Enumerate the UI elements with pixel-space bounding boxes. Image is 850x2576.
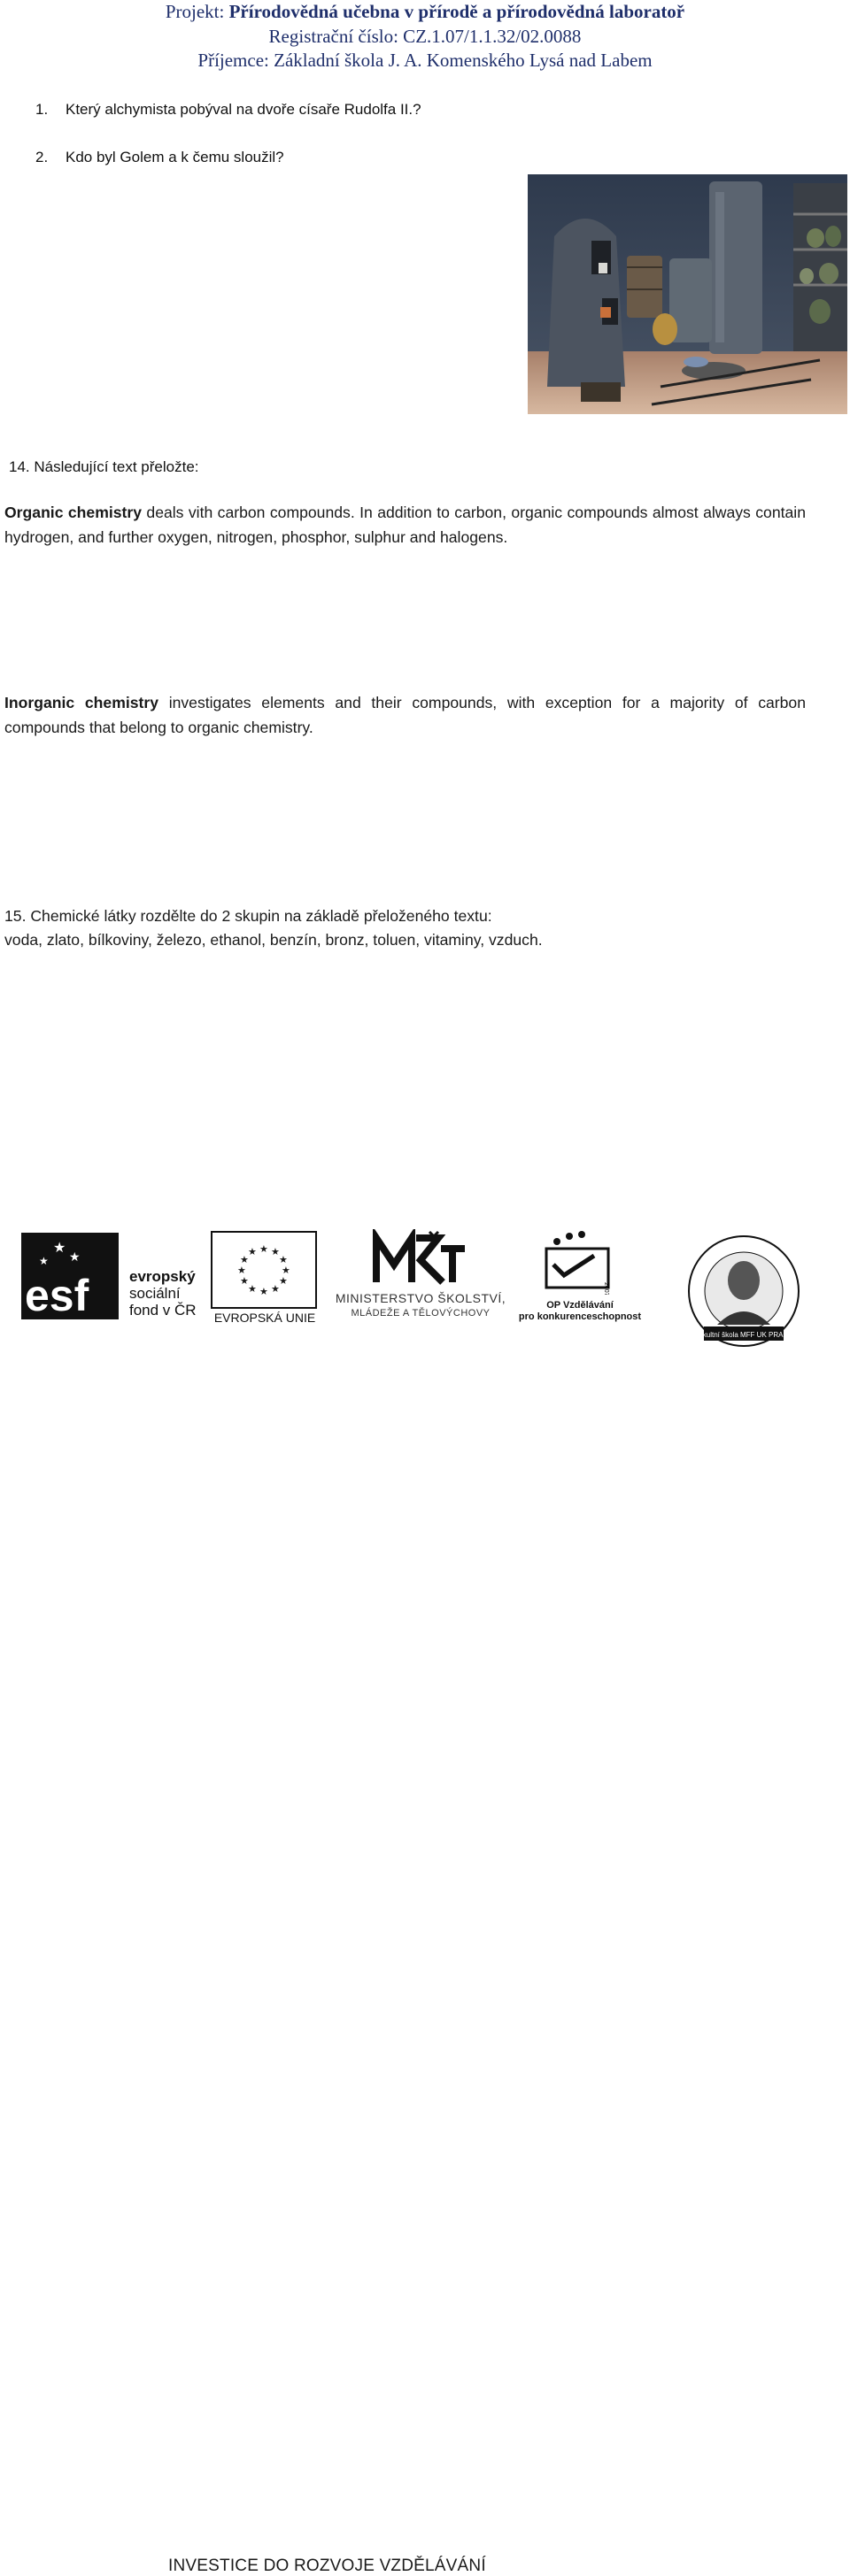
svg-text:★: ★ [248, 1283, 257, 1295]
op-mark-icon [518, 1229, 642, 1295]
project-name: Přírodovědná učebna v přírodě a přírodovědná laboratoř [228, 1, 685, 22]
task-15-title: 15. Chemické látky rozdělte do 2 skupin na základě přeloženého textu: [4, 907, 492, 925]
esf-logo [19, 1231, 205, 1328]
alchemy-lab-photo [528, 174, 847, 414]
op-label: OP Vzdělávání pro konkurenceschopnost [518, 1300, 642, 1322]
esf-mark-icon [19, 1231, 126, 1323]
inorganic-term: Inorganic chemistry [4, 694, 158, 711]
eu-flag-icon [211, 1231, 317, 1309]
op-logo [518, 1229, 642, 1328]
registration-line: Registrační číslo: CZ.1.07/1.1.32/02.0088 [268, 25, 582, 47]
msmt-logo [328, 1229, 514, 1328]
msmt-mark-icon [328, 1229, 514, 1291]
task-15-items: voda, zlato, bílkoviny, železo, ethanol, benzín, bronz, toluen, vitaminy, vzduch. [4, 931, 543, 949]
organic-paragraph: Organic chemistry deals vith carbon compounds. In addition to carbon, organic compounds almost always contain hydrogen, and further oxygen, nitrogen, phosphor, sulphur and halogens. [4, 504, 806, 546]
svg-text:esf: esf [25, 1271, 89, 1320]
recipient-line: Příjemce: Základní škola J. A. Komenského Lysá nad Labem [197, 50, 653, 71]
svg-text:★: ★ [240, 1275, 249, 1287]
svg-text:★: ★ [240, 1254, 249, 1265]
svg-text:★: ★ [259, 1243, 268, 1255]
svg-text:★: ★ [237, 1265, 246, 1276]
svg-text:★: ★ [39, 1255, 49, 1267]
svg-text:★: ★ [279, 1275, 288, 1287]
organic-term: Organic chemistry [4, 504, 143, 521]
svg-text:★: ★ [259, 1286, 268, 1297]
svg-text:Fakultní škola MFF UK PRAHA: Fakultní škola MFF UK PRAHA [694, 1331, 793, 1339]
eu-label: EVROPSKÁ UNIE [213, 1311, 316, 1325]
svg-text:★: ★ [53, 1239, 66, 1256]
school-seal [677, 1227, 810, 1351]
footer-logos [0, 1226, 850, 2575]
question-2: 2. Kdo byl Golem a k čemu sloužil? [35, 149, 284, 165]
school-seal-emblem [677, 1227, 810, 1351]
question-1: 1. Který alchymista pobýval na dvoře císaře Rudolfa II.? [35, 101, 421, 118]
svg-text:★: ★ [279, 1254, 288, 1265]
svg-text:★: ★ [271, 1246, 280, 1257]
svg-text:★: ★ [282, 1265, 290, 1276]
inorganic-paragraph: Inorganic chemistry investigates elements and their compounds, with exception for a majority of carbon compounds that belong to organic chemistry. [4, 694, 806, 736]
esf-label: evropský sociální fond v ČR [129, 1268, 197, 1319]
alchemy-lab-illustration [528, 174, 847, 414]
invest-slogan: INVESTICE DO ROZVOJE VZDĚLÁVÁNÍ [168, 2557, 486, 2575]
msmt-label: MINISTERSTVO ŠKOLSTVÍ, MLÁDEŽE A TĚLOVÝCHOVY [335, 1291, 506, 1319]
svg-text:★: ★ [271, 1283, 280, 1295]
svg-text:★: ★ [69, 1250, 81, 1265]
task-14-title: 14. Následující text přeložte: [9, 458, 199, 475]
project-line: Projekt: Přírodovědná učebna v přírodě a přírodovědná laboratoř [165, 1, 685, 22]
document-header [0, 0, 850, 73]
svg-text:2007-13: 2007-13 [603, 1282, 609, 1295]
svg-text:★: ★ [248, 1246, 257, 1257]
eu-logo [211, 1231, 319, 1326]
